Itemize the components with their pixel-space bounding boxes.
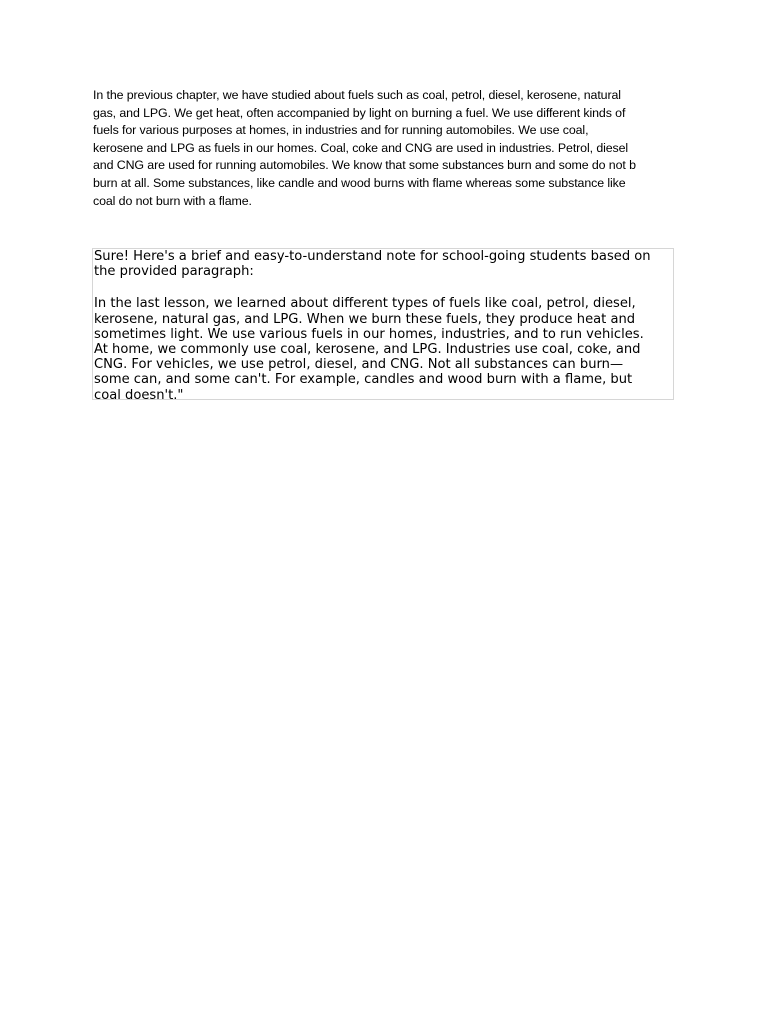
note-spacer [94,279,673,296]
paragraph-line: kerosene and LPG as fuels in our homes. Coal, coke and CNG are used in industries. Petrol, diesel [93,140,629,155]
paragraph-line: and CNG are used for running automobiles. We know that some substances burn and some do not b [93,158,636,173]
note-intro-line: the provided paragraph: [94,264,254,280]
note-body-line: some can, and some can't. For example, candles and wood burn with a flame, but [94,372,633,388]
paragraph-line: In the previous chapter, we have studied about fuels such as coal, petrol, diesel, kerosene, natural [93,88,621,102]
paragraph-line: burn at all. Some substances, like candle and wood burns with flame whereas some substance like [93,175,626,190]
note-body-line: sometimes light. We use various fuels in our homes, industries, and to run vehicles. [94,326,644,342]
paragraph-line: coal do not burn with a flame. [93,193,252,208]
student-note-box [92,248,674,400]
note-body-line: CNG. For vehicles, we use petrol, diesel, and CNG. Not all substances can burn— [94,357,624,373]
source-paragraph [93,87,675,210]
note-body-line: In the last lesson, we learned about different types of fuels like coal, petrol, diesel, [94,296,636,312]
paragraph-line: fuels for various purposes at homes, in industries and for running automobiles. We use coal, [93,123,589,138]
note-body-line: coal doesn't." [94,387,184,400]
note-body-line: kerosene, natural gas, and LPG. When we burn these fuels, they produce heat and [94,311,636,327]
note-intro-line: Sure! Here's a brief and easy-to-understand note for school-going students based on [94,249,651,264]
paragraph-line: gas, and LPG. We get heat, often accompanied by light on burning a fuel. We use different kinds of [93,105,626,120]
note-body-line: At home, we commonly use coal, kerosene, and LPG. Industries use coal, coke, and [94,341,641,357]
